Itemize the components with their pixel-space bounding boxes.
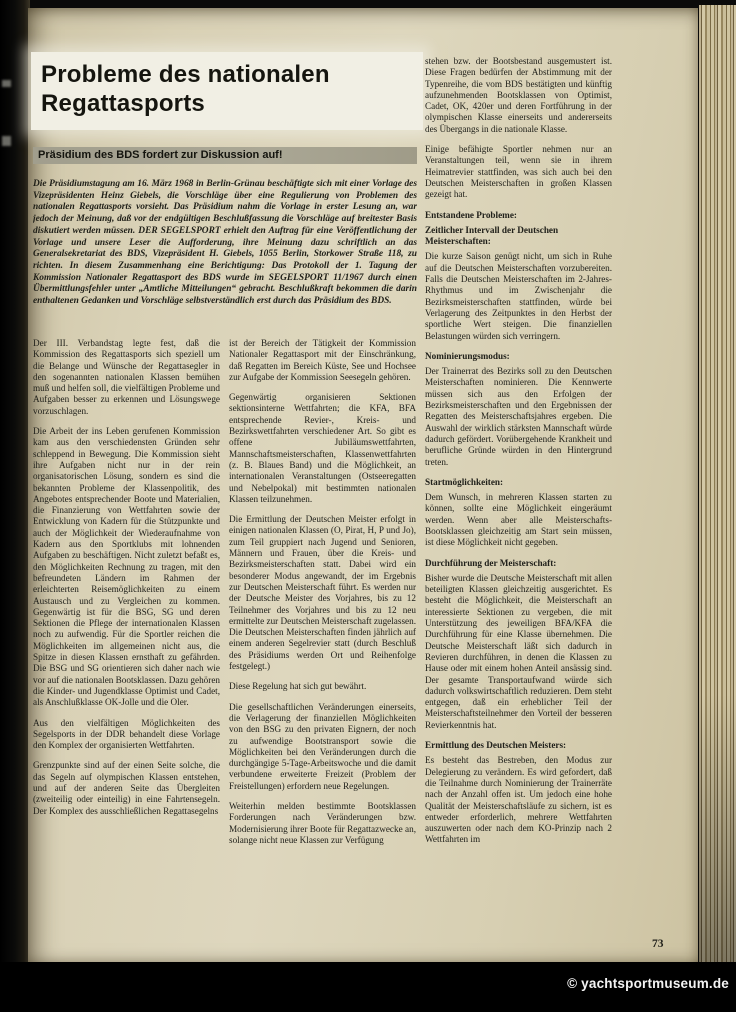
bottom-black-bar	[0, 962, 736, 1012]
page-number: 73	[652, 938, 664, 950]
section-heading: Startmöglichkeiten:	[425, 476, 504, 487]
paragraph: Diese Regelung hat sich gut bewährt.	[229, 681, 367, 692]
spine-mark	[2, 80, 11, 87]
article-subtitle: Präsidium des BDS fordert zur Diskussion auf!	[33, 147, 417, 164]
paragraph: Die kurze Saison genügt nicht, um sich in Ruhe auf die Deutschen Meisterschaften vorzubereiten. Falls die Deutschen Meisterschaften im 2-Jahres-Rhythmus und im Zwischenjahr die Bezirksmeisterschaften stattfinden, würde bei Verlagerung des Zeitpunktes in den Herbst der sportliche Wert steigen. Die finanziellen Belastungen würden sich verringern.	[425, 251, 612, 341]
paragraph: Einige befähigte Sportler nehmen nur an Veranstaltungen teil, wenn sie in ihrem Heimatrevier stattfinden, was sich auch bei den Deutschen Meisterschaften in großen Klassen gezeigt hat.	[425, 144, 612, 200]
article-title-line-2: Regattasports	[41, 90, 205, 117]
paragraph: Weiterhin melden bestimmte Bootsklassen Forderungen nach Veränderungen bzw. Modernisierung ihrer Boote für Regattazwecke an, solange nicht neue Klassen zur Verfügung	[229, 800, 416, 845]
paragraph: Gegenwärtig organisieren Sektionen sektionsinterne Wettfahrten; die KFA, BFA entsprechende Revier-, Kreis- und Bezirkswettfahrten verschiedener Art. So gibt es offene Jubiläumswettfahrten, Mannschaftsmeisterschaften, Klassenwettfahrten (z. B. Blaues Band) und die Möglichkeit, an internationalen Veranstaltungen (Ostseeregatten und Nebelpokal) mit bestimmten nationalen Klassen teilzunehmen.	[229, 392, 416, 504]
paragraph: Die Ermittlung der Deutschen Meister erfolgt in einigen nationalen Klassen (O, Pirat, H, P und Jo), zum Teil gruppiert nach Jugend und Senioren, Männern und Frauen, über die Kreis- und Bezirksmeisterschaften statt. Dabei wird ein besonderer Modus angewandt, der im Ergebnis zur Deutschen Meisterschaft führt. Es werden nur der Deutsche Meister des Vorjahres, bis zu 12 Teilnehmer des Vorjahres und bis zu 12 neu ermittelte zur Deutschen Meisterschaft zugelassen. Die Deutschen Meisterschaften finden jährlich auf einem anderen Segelrevier statt (durch Beschluß des Präsidiums werden Ort und Reihenfolge festgelegt.)	[229, 514, 416, 672]
paragraph: Der III. Verbandstag legte fest, daß die Kommission des Regattasports sich speziell um die Belange und Wünsche der Regattasegler in den sogenannten nationalen Klassen bemühen muß und helfen soll, die vielfältigen Probleme und Aufgaben besser zu erkennen und Lösungswege vorzuschlagen.	[33, 338, 220, 416]
paragraph: Die Arbeit der ins Leben gerufenen Kommission kam aus den verschiedensten Gründen sehr schleppend in Bewegung. Die Kommission sieht ihre Aufgaben nicht nur in der rein organisatorischen Lösung, sondern es sind die bekannten Probleme der Klassenpolitik, des Angebotes entsprechender Boote und Materialien, die Finanzierung von Wettfahrten sowie der Entwicklung von Kadern für die Stützpunkte und auch der Möglichkeit der Wiederaufnahme von Kadern aus den Sportklubs mit lohnenden Aufgaben zu beschäftigen. Nicht zuletzt befaßt es, den Möglichkeiten Rechnung zu tragen, mit den befreundeten Ländern im Rahmen der erleichterten Reisemöglichkeiten zu einem Austausch und zu Vergleichen zu kommen. Gegenwärtig ist für die BSG, SG und deren Sektionen die Pflege der internationalen Klassen noch zu aufwendig. Für die Sportler reichen die Möglichkeiten im allgemeinen nicht aus, die Spitze in diesen Klassen ernsthaft zu gefährden. Die BSG und SG orientieren sich daher nach wie vor auf die nationalen Bootsklassen. Dazu gehören die Kinder- und Jugendklasse Optimist und Cadet, als Anschlußklasse OK-Jolle und die Oler.	[33, 426, 220, 708]
watermark-credit: © yachtsportmuseum.de	[567, 976, 729, 991]
text-column-1	[33, 338, 220, 954]
spine-mark	[2, 136, 11, 146]
text-column-3	[425, 56, 612, 954]
paragraph: stehen bzw. der Bootsbestand ausgemustert ist. Diese Fragen bedürfen der Abstimmung mit der Typenreihe, die vom BDS bestätigten und künftig aufzunehmenden Bootsklassen von Optimist, Cadet, OK, 420er und deren Fortführung in der olympischen Klasse einerseits und andererseits des Übergangs in die nationale Klasse.	[425, 56, 612, 134]
article-title-line-1: Probleme des nationalen	[41, 61, 330, 88]
paragraph: Die gesellschaftlichen Veränderungen einerseits, die Verlagerung der finanziellen Möglichkeiten von den BSG zu den privaten Eignern, der noch zu aufwendige Bootstransport sowie die Möglichkeiten bei den Veränderungen durch die durchgängige 5-Tage-Arbeitswoche und die damit verbundene erweiterte Freizeit (Problem der Freistellungen) erfordern neue Regelungen.	[229, 701, 416, 791]
paragraph: Aus den vielfältigen Möglichkeiten des Segelsports in der DDR behandelt diese Vorlage den Komplex der organisierten Wettfahrten.	[33, 717, 220, 751]
magazine-page	[28, 8, 698, 964]
paragraph: Grenzpunkte sind auf der einen Seite solche, die das Segeln auf olympischen Klassen entstehen, und auf der anderen Seite das Übergleiten (zweiteilig oder einteilig) in eine Fahrtensegeln. Der Komplex des ausschließlichen Regattasegelns	[33, 760, 220, 816]
text-column-2	[229, 338, 416, 954]
section-heading: Durchführung der Meisterschaft:	[425, 557, 557, 568]
book-binding-edge	[0, 0, 30, 1012]
paragraph: Es besteht das Bestreben, den Modus zur Delegierung zu verändern. Es wird gefordert, daß die Teilnahme durch Nominierung der Trainerräte nach der Anzahl offen ist. Um jedoch eine hohe Qualität der Meisterschaftsläufe zu sichern, ist es entweder erforderlich, mehrere Wettfahrten auszuwerten oder nach dem KO-Prinzip nach 2 Wettfahrten im	[425, 755, 612, 845]
section-heading: Entstandene Probleme:	[425, 209, 517, 220]
section-heading: Nominierungsmodus:	[425, 350, 510, 361]
paragraph: Dem Wunsch, in mehreren Klassen starten zu können, sollte eine Möglichkeit eingeräumt werden. Wenn aber alle Meisterschafts-Bootsklassen gleichzeitig am Start sein müssen, ist diese Möglichkeit nicht gegeben.	[425, 492, 612, 548]
paragraph: Bisher wurde die Deutsche Meisterschaft mit allen beteiligten Klassen gleichzeitig ausgerichtet. Es besteht die Möglichkeit, die Meisterschaft an interessierte Sektionen zu vergeben, die mit Unterstützung des jeweiligen BFA/KFA die Durchführung für eine Klasse übernehmen. Die Deutsche Meisterschaft läßt sich dadurch in Revieren durchführen, in denen die Klassen zu Hause oder mit einem hohen Anteil ansässig sind. Der gesamte Transportaufwand würde sich dadurch volkswirtschaftlich reduzieren. Dem steht entgegen, daß ein erheblicher Teil der Meisterschaftsteilnehmer den Vorteil der besseren Revierkenntnis hat.	[425, 572, 612, 730]
section-heading: Ermittlung des Deutschen Meisters:	[425, 740, 567, 751]
paragraph: ist der Bereich der Tätigkeit der Kommission Nationaler Regattasport mit der Einschränkung, daß Regatten im Bereich Küste, See und Hochsee zur Aufgabe der Kommission Seesegeln gehören.	[229, 338, 416, 382]
article-title-block	[31, 52, 423, 130]
section-heading: Zeitlicher Intervall der Deutschen Meisterschaften:	[425, 224, 559, 247]
intro-paragraph: Die Präsidiumstagung am 16. März 1968 in Berlin-Grünau beschäftigte sich mit einer Vorlage des Vizepräsidenten Heinz Giebels, die Vorschläge über eine Regulierung von Problemen des nationalen Regattasports vorsieht. Das Präsidium nahm die Vorlage in erster Lesung an, war jedoch der Meinung, daß vor der endgültigen Beschlußfassung die Vorschläge auf breitester Basis diskutiert werden müssen. DER SEGELSPORT erhielt den Auftrag für eine Veröffentlichung der Vorlage und unsere Leser die Aufforderung, ihre Meinung dazu schriftlich an das Generalsekretariat des BDS, Vizepräsident H. Giebels, 1055 Berlin, Storkower Straße 118, zu richten. In diesem Zusammenhang eine Berichtigung: Das Protokoll der 1. Tagung der Kommission Nationaler Regattasport des BDS wurde im SEGELSPORT 11/1967 durch einen Übermittlungsfehler unter „Amtliche Mitteilungen“ gebracht. Beschlußkraft bekommen die darin enthaltenen Gedanken und Vorschläge selbstverständlich erst durch das Präsidium des BDS.	[33, 179, 417, 307]
paragraph: Der Trainerrat des Bezirks soll zu den Deutschen Meisterschaften nominieren. Die Kennwerte müssen sich aus den Erfolgen der Bezirksmeisterschaften und den Ergebnissen der Regatten des Meisterschaftsjahres ergeben. Die Auswahl der wirklich stärksten Mannschaft würde dadurch gefördert. Vorübergehende Krankheit und berufliche Gründe würden in den Hintergrund treten.	[425, 366, 612, 467]
page-stack-edges	[699, 5, 736, 962]
